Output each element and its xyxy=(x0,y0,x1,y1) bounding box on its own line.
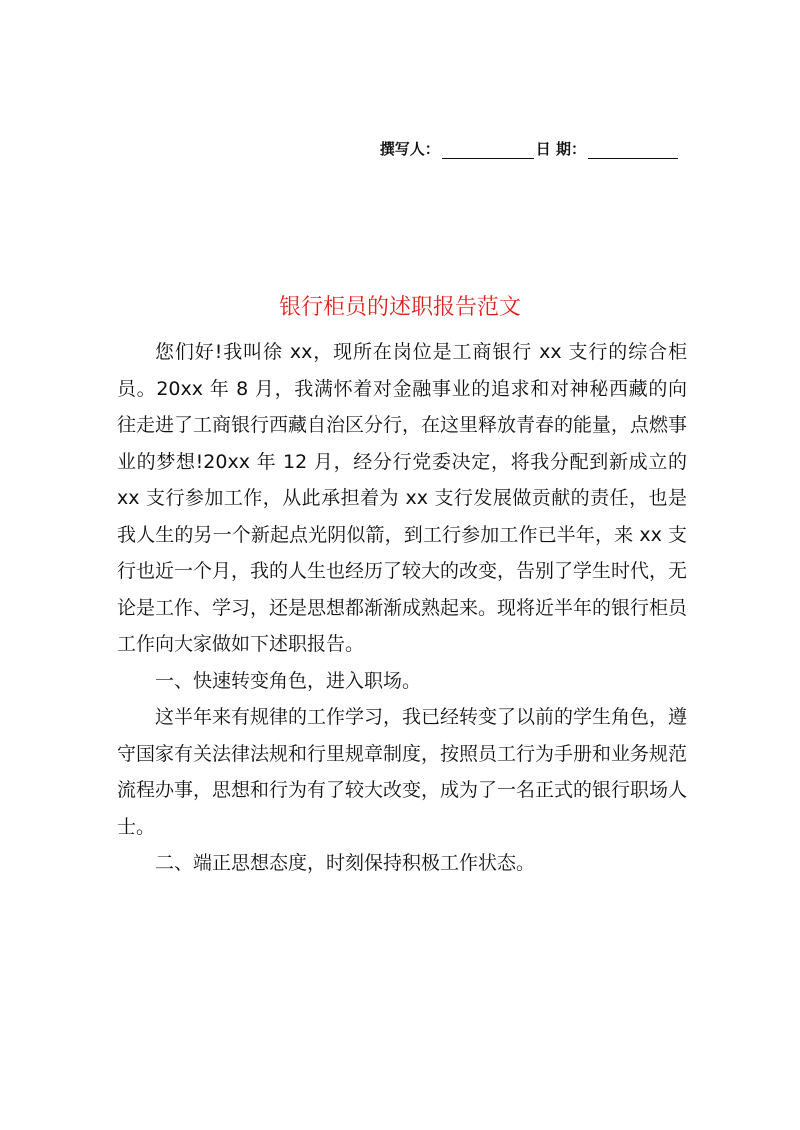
section-heading-1: 一、快速转变角色，进入职场。 xyxy=(155,669,422,692)
date-label: 日 期： xyxy=(535,140,586,158)
author-date-line xyxy=(380,138,680,159)
author-label: 撰写人： xyxy=(379,140,440,158)
section-heading-2: 二、端正思想态度，时刻保持积极工作状态。 xyxy=(155,852,536,874)
document-title: 银行柜员的述职报告范文 xyxy=(278,295,521,320)
date-blank-field xyxy=(588,144,678,159)
document-body xyxy=(117,334,687,882)
paragraph-section-1: 这半年来有规律的工作学习，我已经转变了以前的学生角色，遵守国家有关法律法规和行里规章制度，按照员工行为手册和业务规范流程办事，思想和行为有了较大改变，成为了一名正式的银行职场人士。 xyxy=(117,706,688,838)
author-blank-field xyxy=(442,144,534,159)
paragraph-intro: 您们好!我叫徐 xx，现所在岗位是工商银行 xx 支行的综合柜员。20xx 年 8 月，我满怀着对金融事业的追求和对神秘西藏的向往走进了工商银行西藏自治区分行，在这里释放青春的能量，点燃事业的梦想!20xx 年 12 月，经分行党委决定，将我分配到新成立的 xx 支行参加工作，从此承担着为 xx 支行发展做贡献的责任，也是我人生的另一个新起点光阴似箭，到工行参加工作已半年，来 xx 支行也近一个月，我的人生也经历了较大的改变，告别了学生时代，无论是工作、学习，还是思想都渐渐成熟起来。现将近半年的银行柜员工作向大家做如下述职报告。 xyxy=(117,341,688,655)
